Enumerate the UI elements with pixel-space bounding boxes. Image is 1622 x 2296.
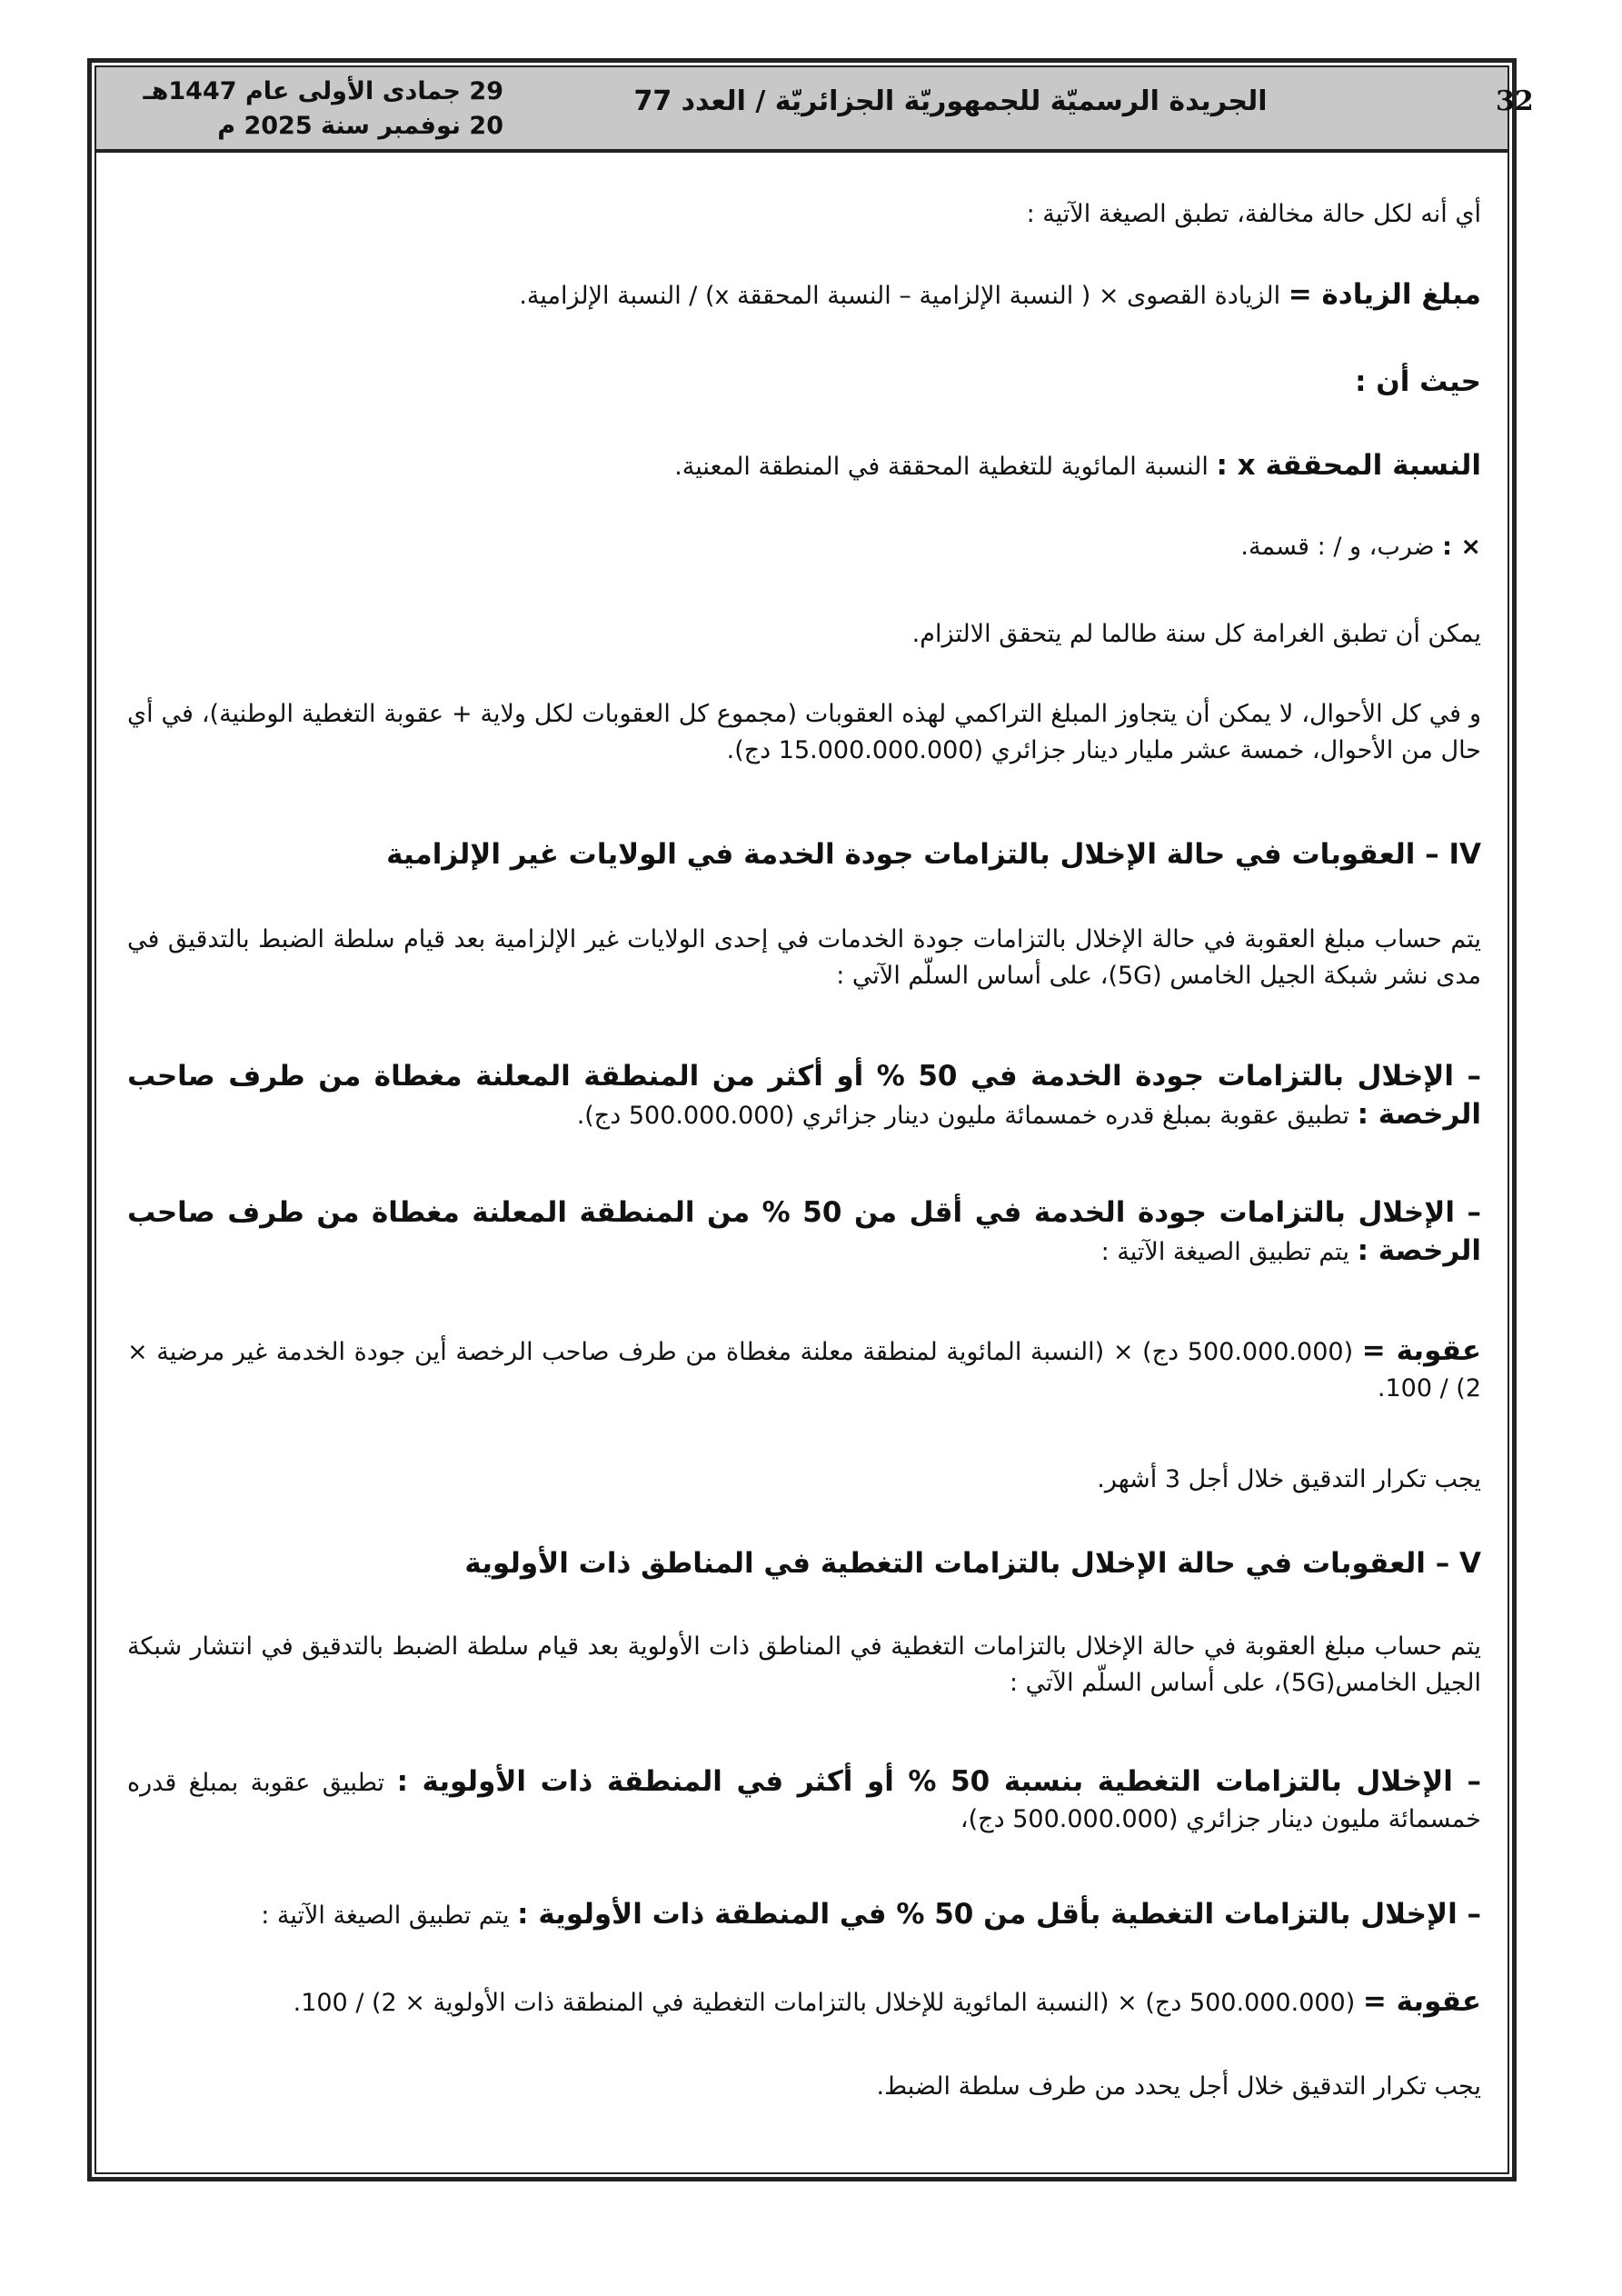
definition-operators [127, 529, 1481, 565]
penalty-condition: – الإخلال بالتزامات التغطية بنسبة 50 % أو أكثر في المنطقة ذات الأولوية : [396, 1765, 1482, 1798]
page-number: 32 [1496, 85, 1534, 117]
penalty-text: تطبيق عقوبة بمبلغ قدره خمسمائة مليون دينار جزائري (500.000.000 دج). [576, 1102, 1358, 1130]
definition-achieved-ratio [127, 447, 1481, 485]
gazette-title: الجريدة الرسميّة للجمهوريّة الجزائريّة / العدد 77 [633, 85, 1268, 117]
operator-label: × : [1442, 533, 1481, 561]
definition-text: النسبة المائوية للتغطية المحققة في المنطقة المعنية. [674, 453, 1217, 481]
operator-text: ضرب، و / : قسمة. [1240, 533, 1443, 561]
definition-label: النسبة المحققة x : [1216, 449, 1481, 482]
penalty-condition: – الإخلال بالتزامات جودة الخدمة في 50 % أو أكثر من المنطقة المعلنة مغطاة من طرف صاحب الرخصة : [127, 1060, 1481, 1131]
paragraph: يتم حساب مبلغ العقوبة في حالة الإخلال بالتزامات التغطية في المناطق ذات الأولوية بعد قيام سلطة الضبط بالتدقيق في انتشار شبكة الجيل الخامس(5G)، على أساس السلّم الآتي : [127, 1632, 1481, 1697]
penalty-text: يتم تطبيق الصيغة الآتية : [261, 1902, 518, 1930]
penalty-condition: – الإخلال بالتزامات جودة الخدمة في أقل من 50 % من المنطقة المعلنة مغطاة من طرف صاحب الرخصة : [127, 1196, 1482, 1267]
formula-label: عقوبة = [1361, 1334, 1482, 1367]
penalty-condition: – الإخلال بالتزامات التغطية بأقل من 50 % في المنطقة ذات الأولوية : [517, 1898, 1481, 1931]
issue-date [122, 75, 503, 144]
section-heading-v: V – العقوبات في حالة الإخلال بالتزامات التغطية في المناطق ذات الأولوية [464, 1547, 1481, 1580]
paragraph-cap: و في كل الأحوال، لا يمكن أن يتجاوز المبلغ التراكمي لهذه العقوبات (مجموع كل العقوبات لكل ولاية + عقوبة التغطية الوطنية)، في أي حال من الأحوال، خمسة عشر مليار دينار جزائري (15.000.000.000 دج). [127, 700, 1481, 764]
paragraph: يجب تكرار التدقيق خلال أجل يحدد من طرف سلطة الضبط. [876, 2072, 1481, 2101]
penalty-item [127, 1058, 1481, 1134]
formula-label: مبلغ الزيادة = [1288, 278, 1481, 311]
paragraph: يتم حساب مبلغ العقوبة في حالة الإخلال بالتزامات جودة الخدمات في إحدى الولايات غير الإلزامية بعد قيام سلطة الضبط بالتدقيق في مدى نشر شبكة الجيل الخامس (5G)، على أساس السلّم الآتي : [127, 925, 1481, 990]
formula-text: الزيادة القصوى × ( النسبة الإلزامية – النسبة المحققة x) / النسبة الإلزامية. [519, 282, 1289, 310]
paragraph: يجب تكرار التدقيق خلال أجل 3 أشهر. [1097, 1465, 1481, 1493]
page-header [96, 67, 1534, 153]
formula-increase [127, 276, 1481, 314]
section-heading-iv: IV – العقوبات في حالة الإخلال بالتزامات جودة الخدمة في الولايات غير الإلزامية [386, 838, 1481, 871]
date-gregorian: 20 نوفمبر سنة 2025 م [217, 112, 503, 140]
formula-text: (500.000.000 دج) × (النسبة المائوية لمنطقة معلنة مغطاة من طرف صاحب الرخصة أين جودة الخدمة غير مرضية × 2) / 100. [127, 1338, 1481, 1403]
penalty-item [127, 1763, 1481, 1838]
penalty-text: تطبيق عقوبة بمبلغ قدره خمسمائة مليون دينار جزائري (500.000.000 دج)، [127, 1769, 1481, 1833]
formula-penalty [127, 1333, 1481, 1407]
penalty-text: يتم تطبيق الصيغة الآتية : [1100, 1238, 1358, 1266]
formula-label: عقوبة = [1362, 1985, 1481, 2018]
date-hijri: 29 جمادى الأولى عام 1447هـ [143, 77, 503, 105]
paragraph: أي أنه لكل حالة مخالفة، تطبق الصيغة الآتية : [1026, 200, 1481, 228]
paragraph: يمكن أن تطبق الغرامة كل سنة طالما لم يتحقق الالتزام. [911, 620, 1481, 648]
penalty-item [127, 1896, 1481, 1934]
where-heading: حيث أن : [1355, 365, 1481, 398]
formula-text: (500.000.000 دج) × (النسبة المائوية للإخلال بالتزامات التغطية في المنطقة ذات الأولوية × 2) / 100. [293, 1989, 1363, 2017]
formula-penalty [127, 1983, 1481, 2021]
penalty-item [127, 1194, 1481, 1271]
